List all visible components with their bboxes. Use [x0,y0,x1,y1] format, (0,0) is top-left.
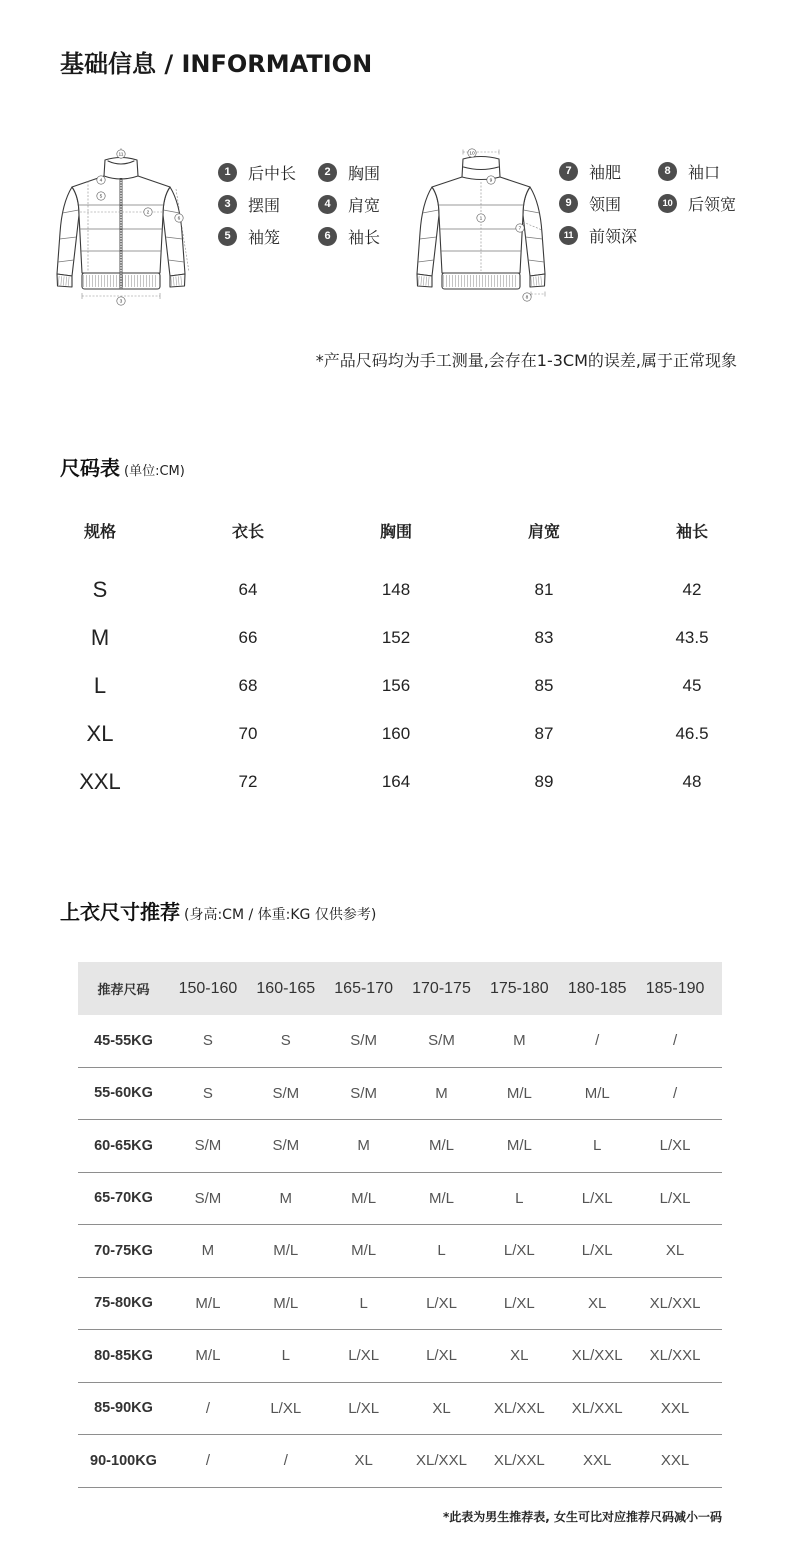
size-label: XL [86,721,114,746]
diagram-marker-label: 8 [525,295,529,301]
recommended-size: M [357,1137,370,1155]
recommend-row [78,1173,722,1226]
size-table-header-cell: 肩宽 [527,521,560,541]
legend-item [559,219,658,251]
diagram-marker-label: 7 [518,226,522,232]
recommended-size: S/M [194,1137,222,1155]
size-chart-unit: (单位:CM) [124,464,185,479]
height-range-header: 180-185 [567,979,627,997]
size-table-row [26,662,766,710]
recommended-size: XL/XXL [649,1294,701,1312]
size-table-row [26,614,766,662]
legend-label: 袖口 [688,162,721,182]
diagram-marker-label: 11 [118,152,124,158]
recommended-size: XL/XXL [571,1347,623,1365]
recommended-size: L/XL [503,1294,535,1312]
recommended-size: M/L [428,1137,454,1155]
legend-number-badge: 11 [559,226,578,245]
weight-range-label: 60-65KG [94,1137,153,1154]
recommended-size: / [672,1032,678,1050]
weight-range-label: 65-70KG [94,1190,153,1207]
size-measurement: 148 [381,580,411,599]
legend-number-badge: 1 [218,163,237,182]
recommended-size: L/XL [659,1189,691,1207]
size-chart-title: 尺码表 [60,456,120,480]
size-measurement: 152 [381,628,411,647]
recommended-size: S [202,1084,213,1102]
diagram-marker [477,214,485,222]
recommended-size: L [437,1242,446,1260]
recommended-size: XL [354,1452,373,1470]
legend-item [658,155,758,187]
height-range-header: 170-175 [412,979,471,997]
legend-number-badge: 4 [318,195,337,214]
size-measurement: 46.5 [675,724,709,743]
diagram-marker [523,293,531,301]
recommended-size: M/L [351,1189,377,1207]
size-measurement: 45 [682,676,702,695]
recommended-size: L [281,1347,290,1365]
weight-range-label: 80-85KG [94,1347,153,1364]
legend-label: 摆围 [248,195,281,215]
recommend-heading [60,896,376,925]
recommended-size: M [279,1189,293,1207]
recommended-size: L/XL [581,1189,613,1207]
recommended-size: / [205,1452,210,1470]
legend-label: 前领深 [589,226,638,246]
recommend-row [78,1225,722,1278]
recommend-row [78,1068,722,1121]
recommended-size: S [202,1032,213,1050]
recommended-size: S/M [428,1032,455,1050]
size-measurement: 83 [534,628,554,647]
recommend-row [78,1383,722,1436]
legend-label: 胸围 [348,163,381,183]
height-range-header: 185-190 [645,979,705,997]
size-measurement: 85 [534,676,554,695]
weight-range-label: 85-90KG [94,1400,153,1417]
legend-number-badge: 2 [318,163,337,182]
height-range-header: 160-165 [256,979,316,997]
size-table-row [26,758,766,806]
size-measurement: 156 [381,676,411,695]
weight-range-label: 45-55KG [94,1032,153,1049]
recommended-size: XXL [583,1452,612,1470]
recommend-note: *此表为男生推荐表, 女生可比对应推荐尺码减小一码 [442,1510,722,1524]
jacket-back-outline [417,157,545,290]
legend-item [559,155,658,187]
recommended-size: S/M [350,1032,377,1050]
recommended-size: S/M [272,1084,300,1102]
weight-range-label: 70-75KG [94,1242,153,1259]
jacket-front-diagram [51,145,191,310]
diagram-marker [97,176,105,184]
diagram-marker [487,176,495,184]
recommended-size: L/XL [503,1242,535,1260]
recommended-size: L/XL [659,1137,691,1155]
recommend-subtitle: (身高:CM / 体重:KG 仅供参考) [184,907,377,923]
recommended-size: / [283,1452,288,1470]
legend-label: 肩宽 [348,195,381,215]
size-measurement: 89 [534,772,554,791]
weight-range-label: 55-60KG [94,1085,153,1102]
recommend-title: 上衣尺寸推荐 [60,900,180,924]
size-measurement: 42 [682,580,702,599]
recommended-size: XL/XXL [493,1399,545,1417]
recommended-size: M [435,1084,448,1102]
recommended-size: / [595,1032,600,1050]
diagram-marker [117,150,125,158]
height-range-header: 175-180 [489,979,549,997]
size-measurement: 48 [682,772,702,791]
legend-number-badge: 10 [658,194,677,213]
recommended-size: XL/XXL [571,1399,623,1417]
diagram-marker [516,224,524,232]
legend-item [658,187,758,219]
legend-item [318,156,418,188]
size-table-row [26,566,766,614]
recommended-size: M/L [195,1347,221,1365]
legend-label: 领围 [589,194,622,214]
size-table-header-cell: 袖长 [675,521,708,541]
recommended-size: S/M [272,1137,300,1155]
size-measurement: 66 [238,628,258,647]
diagram-marker-label: 4 [99,178,103,184]
recommended-size: XL/XXL [493,1452,545,1470]
recommended-size: XL [432,1399,451,1417]
recommended-size: L [359,1294,368,1312]
diagram-marker-label: 3 [119,299,123,305]
size-table-row [26,710,766,758]
recommended-size: XXL [660,1452,690,1470]
recommended-size: S [280,1032,291,1050]
recommend-row [78,1435,722,1488]
info-title: 基础信息 / INFORMATION [60,50,373,78]
diagram-marker [97,192,105,200]
recommended-size: M/L [273,1294,299,1312]
legend-number-badge: 9 [559,194,578,213]
size-measurement: 72 [238,772,258,791]
size-measurement: 81 [534,580,554,599]
recommend-row [78,1278,722,1331]
weight-range-label: 90-100KG [90,1452,157,1469]
recommend-row [78,1120,722,1173]
recommended-size: L/XL [581,1242,613,1260]
recommended-size: M/L [584,1084,610,1102]
size-table-header-cell: 规格 [83,521,116,541]
legend-label: 袖肥 [589,162,622,182]
recommended-size: XL/XXL [416,1452,467,1470]
recommended-size: XL/XXL [649,1347,701,1365]
recommended-size: L/XL [426,1347,457,1365]
size-label: S [92,577,108,602]
diagram-marker-label: 9 [489,178,493,184]
recommended-size: / [672,1084,678,1102]
legend-label: 袖笼 [248,227,281,247]
size-table [26,515,766,806]
diagram-marker-label: 5 [99,194,103,200]
legend-back [559,155,758,251]
legend-item [318,188,418,220]
recommended-size: M/L [428,1189,454,1207]
recommended-size: L/XL [348,1347,380,1365]
recommended-size: XL [665,1242,685,1260]
size-label: XXL [79,769,121,794]
recommended-size: XL [588,1294,607,1312]
recommended-size: S/M [350,1084,377,1102]
legend-number-badge: 5 [218,227,237,246]
measurement-note: *产品尺码均为手工测量,会存在1-3CM的误差,属于正常现象 [315,351,737,370]
recommended-size: M [513,1032,526,1050]
recommended-size: L [593,1137,602,1155]
recommended-size: S/M [194,1189,222,1207]
legend-number-badge: 7 [559,162,578,181]
legend-item [218,188,318,220]
diagram-marker [175,214,183,222]
size-measurement: 87 [534,724,554,743]
height-range-header: 150-160 [178,979,238,997]
recommended-size: XXL [660,1399,690,1417]
legend-item [559,187,658,219]
recommended-size: L/XL [348,1399,380,1417]
diagram-marker [117,297,125,305]
legend-label: 后领宽 [688,194,737,214]
legend-front [218,156,418,252]
size-measurement: 68 [238,676,258,695]
diagram-marker-label: 2 [146,210,150,216]
legend-item [318,220,418,252]
size-table-header-cell: 衣长 [231,521,264,541]
legend-label: 袖长 [348,227,381,247]
size-table-header-row [26,515,766,545]
recommended-size: L/XL [426,1294,457,1312]
recommended-size: / [205,1399,210,1417]
legend-item [218,156,318,188]
size-measurement: 64 [238,580,258,599]
size-measurement: 160 [381,724,411,743]
size-measurement: 164 [381,772,411,791]
legend-number-badge: 3 [218,195,237,214]
jacket-back-diagram [411,145,551,310]
size-table-header-cell: 胸围 [379,521,412,541]
legend-label: 后中长 [248,163,297,183]
weight-range-label: 75-80KG [94,1295,153,1312]
recommend-header-label: 推荐尺码 [97,983,150,998]
recommended-size: M [201,1242,215,1260]
size-measurement: 43.5 [675,628,709,647]
recommended-size: L [515,1189,524,1207]
recommended-size: M/L [351,1242,377,1260]
recommend-header-row [78,962,722,1015]
size-label: M [90,625,110,650]
legend-item [218,220,318,252]
size-measurement: 70 [238,724,258,743]
legend-number-badge: 8 [658,162,677,181]
recommended-size: M/L [273,1242,299,1260]
recommended-size: M/L [506,1084,532,1102]
recommend-row [78,1330,722,1383]
recommended-size: L/XL [270,1399,302,1417]
diagram-marker [144,208,152,216]
recommend-row [78,1015,722,1068]
recommended-size: M/L [506,1137,532,1155]
recommend-table [78,962,722,1488]
legend-number-badge: 6 [318,227,337,246]
diagram-marker [468,149,476,157]
diagram-marker-label: 1 [479,216,483,222]
diagram-marker-label: 10 [469,151,475,157]
recommended-size: XL [510,1347,529,1365]
diagram-marker-label: 6 [177,216,181,222]
size-chart-heading [60,452,185,481]
recommended-size: M/L [195,1294,221,1312]
height-range-header: 165-170 [334,979,393,997]
size-label: L [93,673,107,698]
